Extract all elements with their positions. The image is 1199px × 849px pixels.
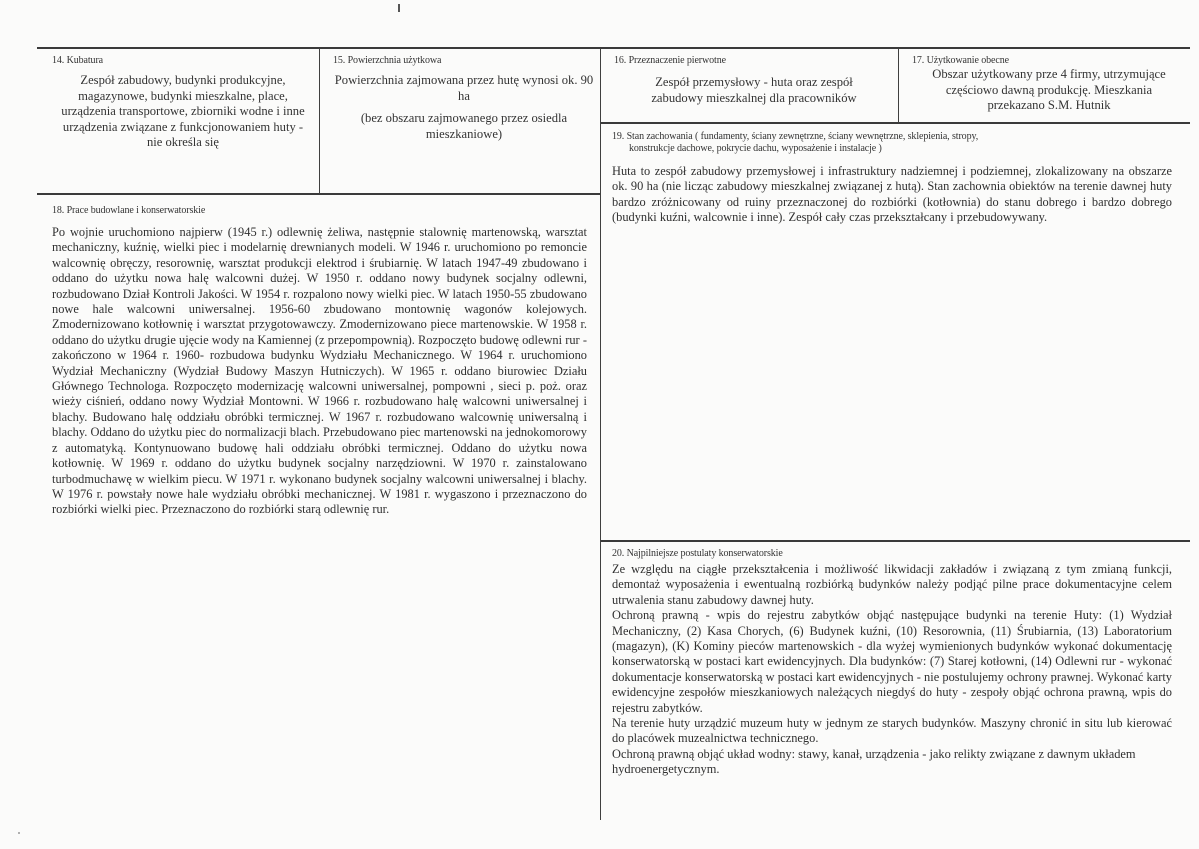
section-17-label: 17. Użytkowanie obecne: [912, 55, 1009, 66]
scan-mark: [398, 4, 400, 12]
section-14-kubatura: [52, 55, 314, 190]
section-17-content: Obszar użytkowany prze 4 firmy, utrzymujące częściowo dawną produkcję. Mieszkania przekazano S.M. Hutnik: [932, 67, 1166, 112]
section-19-content: Huta to zespół zabudowy przemysłowej i infrastruktury nadziemnej i podziemnej, zlokalizowany na obszarze ok. 90 ha (nie licząc zabudowy mieszkalnej związanej z hutą). Stan zachownia obiektów na terenie dawnej huty bardzo zróżnicowany od ruiny przeznaczonej do rozbiórki (kotłownia) do stanu dobrego i bardzo dobrego (budynki kuźni, walcownie i inne). Zespół cały czas przekształcany i przebudowywany.: [612, 164, 1172, 225]
section-19-label-1: 19. Stan zachowania ( fundamenty, ściany zewnętrzne, ściany wewnętrzne, sklepienia, stropy,: [612, 131, 979, 142]
section-17-uzytkowanie: [912, 55, 1186, 121]
section-14-label: 14. Kubatura: [52, 55, 104, 66]
divider-16-17: [898, 48, 899, 123]
section-20-paragraph: Ochroną prawną - wpis do rejestru zabytków objąć następujące budynki na terenie Huty: (1) Wydział Mechaniczny, (2) Kasa Chorych, (6) Budynek kuźni, (10) Resorownia, (11) Śrubiarnia, (13) Laboratorium (magazyn), (K) Kominy pieców martenowskich - dla wyżej wymienionych budynków wykonać dokumentację konserwatorską w postaci kart ewidencyjnych. Dla budynków: (7) Starej kotłowni, (14) Odlewni rur - wykonać dokumentacje konserwatorską w postaci kart ewidencyjnych - nie postulujemy ochrony prawnej. Wykonać karty ewidencyjne zespołów mieszkaniowych należących niegdyś do huty - zespoły objąć ochrona prawną, wpis do rejestru zabytków.: [612, 608, 1172, 715]
rule-below-16-17: [600, 122, 1190, 124]
section-15-label: 15. Powierzchnia użytkowa: [333, 55, 442, 66]
section-20-content: [612, 562, 1172, 778]
top-rule: [37, 47, 1190, 49]
section-18-prace: [52, 205, 587, 518]
section-14-content: Zespół zabudowy, budynki produkcyjne, magazynowe, budynki mieszkalne, place, urządzenia transportowe, zbiorniki wodne i inne urządzenia związane z funkcjonowaniem huty - nie określa się: [61, 73, 305, 149]
section-19-stan: [612, 131, 1172, 226]
section-20-paragraph: Na terenie huty urządzić muzeum huty w jednym ze starych budynków. Maszyny chronić in situ lub kierować do placówek muzealnictwa technicznego.: [612, 716, 1172, 746]
section-20-label: 20. Najpilniejsze postulaty konserwatorskie: [612, 548, 783, 559]
section-20-postulaty: [612, 548, 1172, 778]
section-15-content-2: (bez obszaru zajmowanego przez osiedla mieszkaniowe): [360, 111, 568, 141]
section-16-content: Zespół przemysłowy - huta oraz zespół zabudowy mieszkalnej dla pracowników: [651, 75, 857, 105]
section-19-label-2: konstrukcje dachowe, pokrycie dachu, wyposażenie i instalacje ): [629, 143, 882, 154]
divider-14-15: [319, 48, 320, 194]
section-15-powierzchnia: [333, 55, 595, 190]
section-20-paragraph: Ze względu na ciągłe przekształcenia i możliwość likwidacji zakładów i związaną z tym zmianą funkcji, demontaż wyposażenia i ewentualną rozbiórką budynków należy podjąć pilne prace dokumentacyjne celem utrwalenia stanu zabudowy dawnej huty.: [612, 562, 1172, 607]
scan-dust: [18, 832, 20, 834]
section-16-przeznaczenie: [614, 55, 894, 121]
section-16-label: 16. Przeznaczenie pierwotne: [614, 55, 726, 66]
section-18-label: 18. Prace budowlane i konserwatorskie: [52, 205, 206, 216]
divider-left-right: [600, 48, 601, 820]
rule-below-19: [600, 540, 1190, 542]
section-18-content: Po wojnie uruchomiono najpierw (1945 r.) odlewnię żeliwa, następnie stalownię martenowską, warsztat mechaniczny, kuźnię, wielki piec i modelarnię drewnianych modeli. W 1946 r. uruchomiono po remoncie walcownię obręczy, resorownię, warsztat produkcji elektrod i śrubiarnię. W latach 1947-49 zbudowano i oddano do użytku nowa halę walcowni dużej. W 1950 r. oddano nowy budynek socjalny odlewni, rozbudowano Dział Kontroli Jakości. W 1954 r. rozpalono nowy wielki piec. W latach 1950-55 zbudowano nowe hale walcowni uniwersalnej. 1956-60 zbudowano montownię wagonów kolejowych. Zmodernizowano kotłownię i warsztat przygotowawczy. Zmodernizowano piece martenowskie. W 1958 r. oddano do użytku drugie ujęcie wody na Kamiennej (z przepompownią). Rozpoczęto budowę odlewni rur - zakończono w 1964 r. 1960- rozbudowa budynku Wydziału Mechanicznego. W 1964 r. uruchomiono Wydział Mechaniczny (Wydział Budowy Maszyn Hutniczych). W 1965 r. oddano biurowiec Działu Głównego Technologa. Rozpoczęto modernizację walcowni uniwersalnej, pompowni , sieci p. poż. oraz wieży ciśnień, oddano nowy Wydział Montowni. W 1966 r. rozbudowano halę walcowni uniwersalnej i blachy. Budowano halę oddziału obróbki termicznej. W 1967 r. rozbudowano walcownię uniwersalną i blachy. Oddano do użytku piec do normalizacji blach. Przebudowano piec martenowski na jednokomorowy z automatyką. Kontynuowano budowę hali oddziału obróbki termicznej. Oddano do użytku nowa kotłownię. W 1969 r. oddano do użytku budynek socjalny narzędziowni. W 1970 r. zainstalowano turbodmuchawę w wielkim piecu. W 1971 r. wykonano budynek socjalny walcowni uniwersalnej i blachy. W 1976 r. powstały nowe hale wydziału obróbki mechanicznej. W 1981 r. wygaszono i przeznaczono do rozbiórki wielki piec. Przeznaczono do rozbiórki starą odlewnię rur.: [52, 225, 587, 517]
section-15-content-1: Powierzchnia zajmowana przez hutę wynosi ok. 90 ha: [334, 73, 594, 103]
section-20-paragraph: Ochroną prawną objąć układ wodny: stawy, kanał, urządzenia - jako relikty związane z dawnym układem hydroenergetycznym.: [612, 746, 1136, 777]
